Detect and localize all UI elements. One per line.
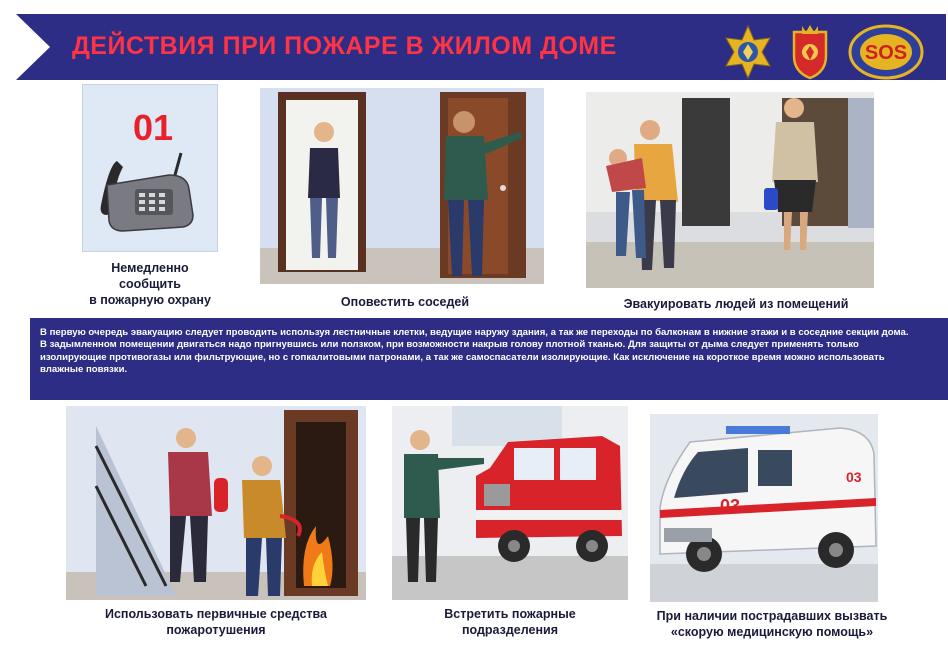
info-text: В первую очередь эвакуацию следует проводить используя лестничные клетки, ведущие наружу здания, а так же переходы по балконам в нижние этажи и в соседние секции дома. В задымленном помещении двигаться надо пригнувшись или ползком, при возможности накрыв голову плотной тканью. Для защиты от дыма следует применять только изолирующие противогазы или фильтрующие, но с гопкалитовыми патронами, а так же самоспасатели изолирующие. Как исключение на короткое время можно использовать влажные повязки. [40, 327, 909, 375]
step-1-number: 01 [133, 107, 174, 148]
step-5-image [392, 406, 628, 600]
step-6-caption: При наличии пострадавших вызвать «скорую медицинскую помощь» [656, 609, 888, 639]
step-2-caption: Оповестить соседей [340, 295, 470, 309]
ambulance-number-side: 03 [846, 469, 862, 485]
sos-text: SOS [864, 42, 908, 64]
step-1-panel [82, 84, 218, 252]
region-coat-of-arms-icon [780, 22, 840, 82]
step-1-caption: Немедленно сообщить в пожарную охрану [89, 261, 211, 307]
step-6-image [650, 414, 878, 602]
step-5-caption: Встретить пожарные подразделения [444, 607, 576, 637]
sos-badge-icon [846, 22, 926, 82]
step-2-image [260, 88, 544, 284]
step-3-image [586, 92, 874, 288]
page-title: ДЕЙСТВИЯ ПРИ ПОЖАРЕ В ЖИЛОМ ДОМЕ [72, 32, 617, 60]
ambulance-number-front: 03 [720, 496, 741, 516]
telephone-icon [89, 145, 209, 245]
step-3-caption: Эвакуировать людей из помещений [623, 297, 849, 311]
step-4-image [66, 406, 366, 600]
mchs-emblem-icon [718, 22, 778, 82]
step-4-caption: Использовать первичные средства пожаротушения [105, 607, 327, 637]
